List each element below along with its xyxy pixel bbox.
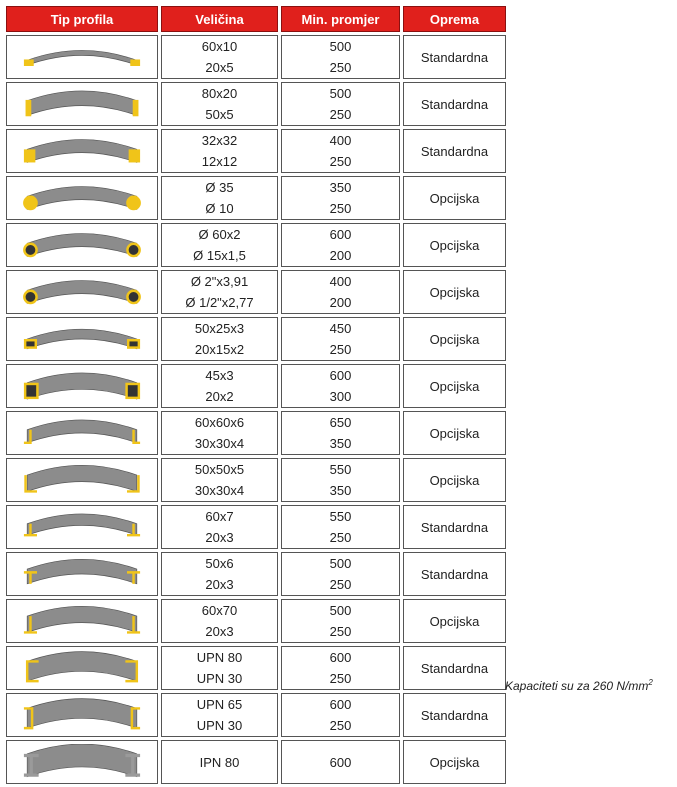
min-diameter-value: 650 — [329, 415, 352, 430]
min-diameter-cell — [281, 270, 400, 314]
min-diameter-cell — [281, 317, 400, 361]
min-diameter-value: 350 — [329, 180, 352, 195]
size-cell — [161, 458, 278, 502]
min-diameter-cell — [281, 458, 400, 502]
equipment-cell: Standardna — [403, 552, 506, 596]
min-diameter-value: 400 — [329, 133, 352, 148]
size-value: IPN 80 — [199, 754, 240, 770]
size-value: 60x60x6 — [194, 415, 245, 430]
size-value: 50x6 — [205, 556, 234, 571]
header-equipment: Oprema — [403, 6, 506, 32]
table-row — [6, 599, 506, 643]
header-size: Veličina — [161, 6, 278, 32]
size-cell — [161, 646, 278, 690]
min-diameter-value: 250 — [329, 60, 352, 75]
min-diameter-cell — [281, 505, 400, 549]
min-diameter-value: 250 — [329, 201, 352, 216]
table-row — [6, 270, 506, 314]
min-diameter-cell — [281, 364, 400, 408]
table-row — [6, 364, 506, 408]
min-diameter-value: 250 — [329, 342, 352, 357]
min-diameter-cell — [281, 411, 400, 455]
square-tube-icon — [7, 368, 157, 404]
min-diameter-value: 500 — [329, 86, 352, 101]
flat-bar-vertical-icon — [7, 86, 157, 122]
size-value: 60x7 — [205, 509, 234, 524]
square-bar-icon — [7, 133, 157, 169]
size-cell — [161, 129, 278, 173]
angle-leg-out-icon — [7, 462, 157, 498]
size-value: 12x12 — [201, 154, 238, 169]
profile-cell — [6, 35, 158, 79]
equipment-cell: Opcijska — [403, 411, 506, 455]
header-row — [6, 6, 506, 32]
equipment-cell: Opcijska — [403, 740, 506, 784]
size-value: 20x5 — [205, 60, 234, 75]
capacity-note — [505, 678, 653, 693]
equipment-cell: Standardna — [403, 129, 506, 173]
size-value: Ø 10 — [205, 201, 234, 216]
size-value: 80x20 — [201, 86, 238, 101]
size-cell — [161, 364, 278, 408]
rectangular-tube-icon — [7, 321, 157, 357]
table-row — [6, 646, 506, 690]
header-min-diameter: Min. promjer — [281, 6, 400, 32]
min-diameter-cell — [281, 223, 400, 267]
min-diameter-value: 600 — [329, 227, 352, 242]
min-diameter-cell — [281, 35, 400, 79]
size-value: 50x5 — [205, 107, 234, 122]
size-value: Ø 15x1,5 — [193, 248, 246, 263]
profile-cell — [6, 129, 158, 173]
flat-bar-icon — [7, 39, 157, 75]
equipment-cell: Standardna — [403, 646, 506, 690]
tee-flange-in-icon — [7, 509, 157, 545]
size-value: UPN 30 — [196, 718, 243, 733]
size-cell — [161, 176, 278, 220]
equipment-cell: Opcijska — [403, 599, 506, 643]
min-diameter-value: 350 — [329, 436, 352, 451]
size-value: 20x15x2 — [194, 342, 245, 357]
table-row — [6, 693, 506, 737]
profile-cell — [6, 223, 158, 267]
min-diameter-value: 550 — [329, 462, 352, 477]
size-cell — [161, 552, 278, 596]
size-value: Ø 2"x3,91 — [190, 274, 249, 289]
min-diameter-value: 500 — [329, 556, 352, 571]
profile-cell — [6, 740, 158, 784]
table-row — [6, 411, 506, 455]
equipment-cell: Standardna — [403, 693, 506, 737]
profile-cell — [6, 458, 158, 502]
size-value: 50x25x3 — [194, 321, 245, 336]
size-cell — [161, 82, 278, 126]
size-cell — [161, 35, 278, 79]
size-value: 45x3 — [205, 368, 234, 383]
size-value: Ø 60x2 — [198, 227, 241, 242]
capacity-note-text: Kapaciteti su za 260 N/mm — [505, 679, 649, 693]
capacity-note-unit-exponent: 2 — [648, 678, 653, 687]
min-diameter-value: 500 — [329, 603, 352, 618]
size-value: Ø 1/2"x2,77 — [185, 295, 254, 310]
i-beam-icon — [7, 744, 157, 780]
min-diameter-value: 500 — [329, 39, 352, 54]
round-tube-icon — [7, 227, 157, 263]
channel-flange-in-icon — [7, 650, 157, 686]
min-diameter-cell — [281, 740, 400, 784]
min-diameter-cell — [281, 646, 400, 690]
table-row — [6, 458, 506, 502]
min-diameter-cell — [281, 82, 400, 126]
min-diameter-value: 600 — [329, 697, 352, 712]
min-diameter-value: 200 — [329, 295, 352, 310]
size-value: 30x30x4 — [194, 436, 245, 451]
table-row — [6, 176, 506, 220]
profile-cell — [6, 317, 158, 361]
equipment-cell: Opcijska — [403, 176, 506, 220]
min-diameter-value: 250 — [329, 530, 352, 545]
angle-leg-in-icon — [7, 415, 157, 451]
size-value: 20x3 — [205, 624, 234, 639]
size-value: 50x50x5 — [194, 462, 245, 477]
profile-cell — [6, 552, 158, 596]
round-bar-icon — [7, 180, 157, 216]
profile-cell — [6, 270, 158, 314]
min-diameter-value: 450 — [329, 321, 352, 336]
min-diameter-value: 400 — [329, 274, 352, 289]
equipment-cell: Standardna — [403, 82, 506, 126]
min-diameter-cell — [281, 176, 400, 220]
size-cell — [161, 411, 278, 455]
size-cell — [161, 693, 278, 737]
size-cell — [161, 317, 278, 361]
table-row — [6, 552, 506, 596]
header-profile-type: Tip profila — [6, 6, 158, 32]
profile-cell — [6, 505, 158, 549]
size-value: 20x2 — [205, 389, 234, 404]
min-diameter-value: 300 — [329, 389, 352, 404]
min-diameter-value: 250 — [329, 624, 352, 639]
size-value: 60x10 — [201, 39, 238, 54]
tee-flange-out-icon — [7, 556, 157, 592]
table-row — [6, 223, 506, 267]
size-value: 30x30x4 — [194, 483, 245, 498]
min-diameter-value: 600 — [329, 368, 352, 383]
min-diameter-cell — [281, 552, 400, 596]
min-diameter-cell — [281, 693, 400, 737]
table-row — [6, 82, 506, 126]
min-diameter-value: 200 — [329, 248, 352, 263]
min-diameter-cell — [281, 129, 400, 173]
size-value: UPN 65 — [196, 697, 243, 712]
profile-cell — [6, 693, 158, 737]
channel-flange-out-icon — [7, 697, 157, 733]
profile-cell — [6, 82, 158, 126]
size-value: 20x3 — [205, 577, 234, 592]
table-row — [6, 317, 506, 361]
size-cell — [161, 270, 278, 314]
equipment-cell: Standardna — [403, 505, 506, 549]
equipment-cell: Opcijska — [403, 364, 506, 408]
min-diameter-value: 550 — [329, 509, 352, 524]
pipe-icon — [7, 274, 157, 310]
min-diameter-cell — [281, 599, 400, 643]
min-diameter-value: 250 — [329, 107, 352, 122]
profile-cell — [6, 176, 158, 220]
size-cell — [161, 599, 278, 643]
table-row — [6, 740, 506, 784]
equipment-cell: Opcijska — [403, 317, 506, 361]
capacity-table — [3, 3, 509, 787]
tee-stem-icon — [7, 603, 157, 639]
equipment-cell: Opcijska — [403, 458, 506, 502]
min-diameter-value: 600 — [329, 754, 352, 770]
table-row — [6, 35, 506, 79]
equipment-cell: Opcijska — [403, 223, 506, 267]
profile-cell — [6, 599, 158, 643]
min-diameter-value: 250 — [329, 154, 352, 169]
min-diameter-value: 250 — [329, 718, 352, 733]
table-row — [6, 505, 506, 549]
size-value: 20x3 — [205, 530, 234, 545]
profile-cell — [6, 364, 158, 408]
profile-cell — [6, 411, 158, 455]
size-value: UPN 30 — [196, 671, 243, 686]
profile-cell — [6, 646, 158, 690]
size-value: 32x32 — [201, 133, 238, 148]
min-diameter-value: 250 — [329, 577, 352, 592]
equipment-cell: Standardna — [403, 35, 506, 79]
equipment-cell: Opcijska — [403, 270, 506, 314]
size-value: Ø 35 — [205, 180, 234, 195]
size-cell — [161, 740, 278, 784]
size-cell — [161, 223, 278, 267]
table-row — [6, 129, 506, 173]
size-value: UPN 80 — [196, 650, 243, 665]
min-diameter-value: 250 — [329, 671, 352, 686]
min-diameter-value: 600 — [329, 650, 352, 665]
min-diameter-value: 350 — [329, 483, 352, 498]
size-cell — [161, 505, 278, 549]
size-value: 60x70 — [201, 603, 238, 618]
